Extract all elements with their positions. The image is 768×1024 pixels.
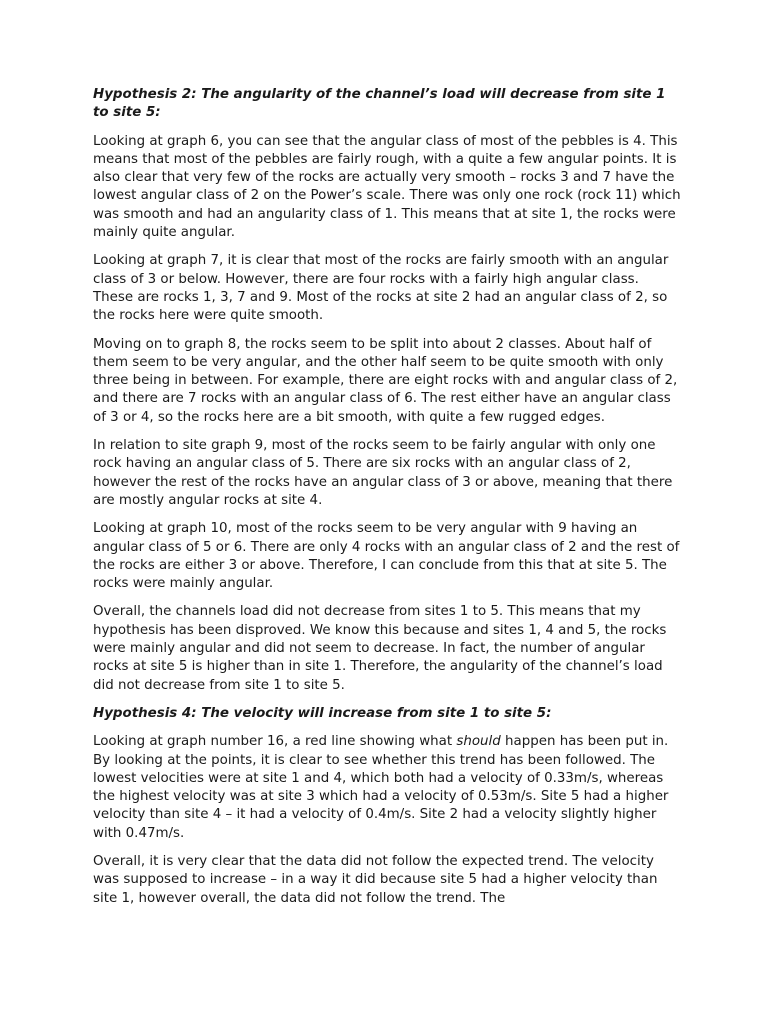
document-body [93,86,683,918]
paragraph-graph-16-start: Looking at graph number 16, a red line showing what [93,734,457,750]
paragraph-graph-10: Looking at graph 10, most of the rocks seem to be very angular with 9 having an angular class of 5 or 6. There are only 4 rocks with an angular class of 2 and the rest of the rocks are either 3 or above. Therefore, I can conclude from this that at site 5. The rocks were mainly angular. [93,521,680,592]
emphasis-should: should [456,734,501,750]
paragraph-conclusion-hypothesis-4: Overall, it is very clear that the data did not follow the expected trend. The velocity was supposed to increase – in a way it did because site 5 had a higher velocity than site 1, however overall, the data did not follow the trend. The [93,853,658,906]
paragraph-graph-9: In relation to site graph 9, most of the rocks seem to be fairly angular with only one rock having an angular class of 5. There are six rocks with an angular class of 2, however the rest of the rocks have an angular class of 3 or above, meaning that there are mostly angular rocks at site 4. [93,438,673,508]
paragraph-graph-8: Moving on to graph 8, the rocks seem to be split into about 2 classes. About half of them seem to be very angular, and the other half seem to be quite smooth with only three being in between. For example, there are eight rocks with and angular class of 2, and there are 7 rocks with an angular class of 6. The rest either have an angular class of 3 or 4, so the rocks here are a bit smooth, with quite a few rugged edges. [93,336,678,425]
heading-hypothesis-4: Hypothesis 4: The velocity will increase from site 1 to site 5: [93,705,552,721]
heading-hypothesis-2: Hypothesis 2: The angularity of the channel’s load will decrease from site 1 to site 5: [93,87,666,121]
paragraph-graph-16 [93,733,683,843]
paragraph-graph-7: Looking at graph 7, it is clear that most of the rocks are fairly smooth with an angular class of 3 or below. However, there are four rocks with a fairly high angular class. These are rocks 1, 3, 7 and 9. Most of the rocks at site 2 had an angular class of 2, so the rocks here were quite smooth. [93,253,669,324]
paragraph-graph-16-end: happen has been put in. By looking at the points, it is clear to see whether this trend has been followed. The lowest velocities were at site 1 and 4, which both had a velocity of 0.33m/s, whereas the highest velocity was at site 3 which had a velocity of 0.53m/s. Site 5 had a higher velocity than site 4 – it had a velocity of 0.4m/s. Site 2 had a velocity slightly higher with 0.47m/s. [93,734,669,841]
paragraph-graph-6: Looking at graph 6, you can see that the angular class of most of the pebbles is 4. This means that most of the pebbles are fairly rough, with a quite a few angular points. It is also clear that very few of the rocks are actually very smooth – rocks 3 and 7 have the lowest angular class of 2 on the Power’s scale. There was only one rock (rock 11) which was smooth and had an angularity class of 1. This means that at site 1, the rocks were mainly quite angular. [93,133,681,241]
paragraph-conclusion-hypothesis-2: Overall, the channels load did not decrease from sites 1 to 5. This means that my hypothesis has been disproved. We know this because and sites 1, 4 and 5, the rocks were mainly angular and did not seem to decrease. In fact, the number of angular rocks at site 5 is higher than in site 1. Therefore, the angularity of the channel’s load did not decrease from site 1 to site 5. [93,604,667,693]
